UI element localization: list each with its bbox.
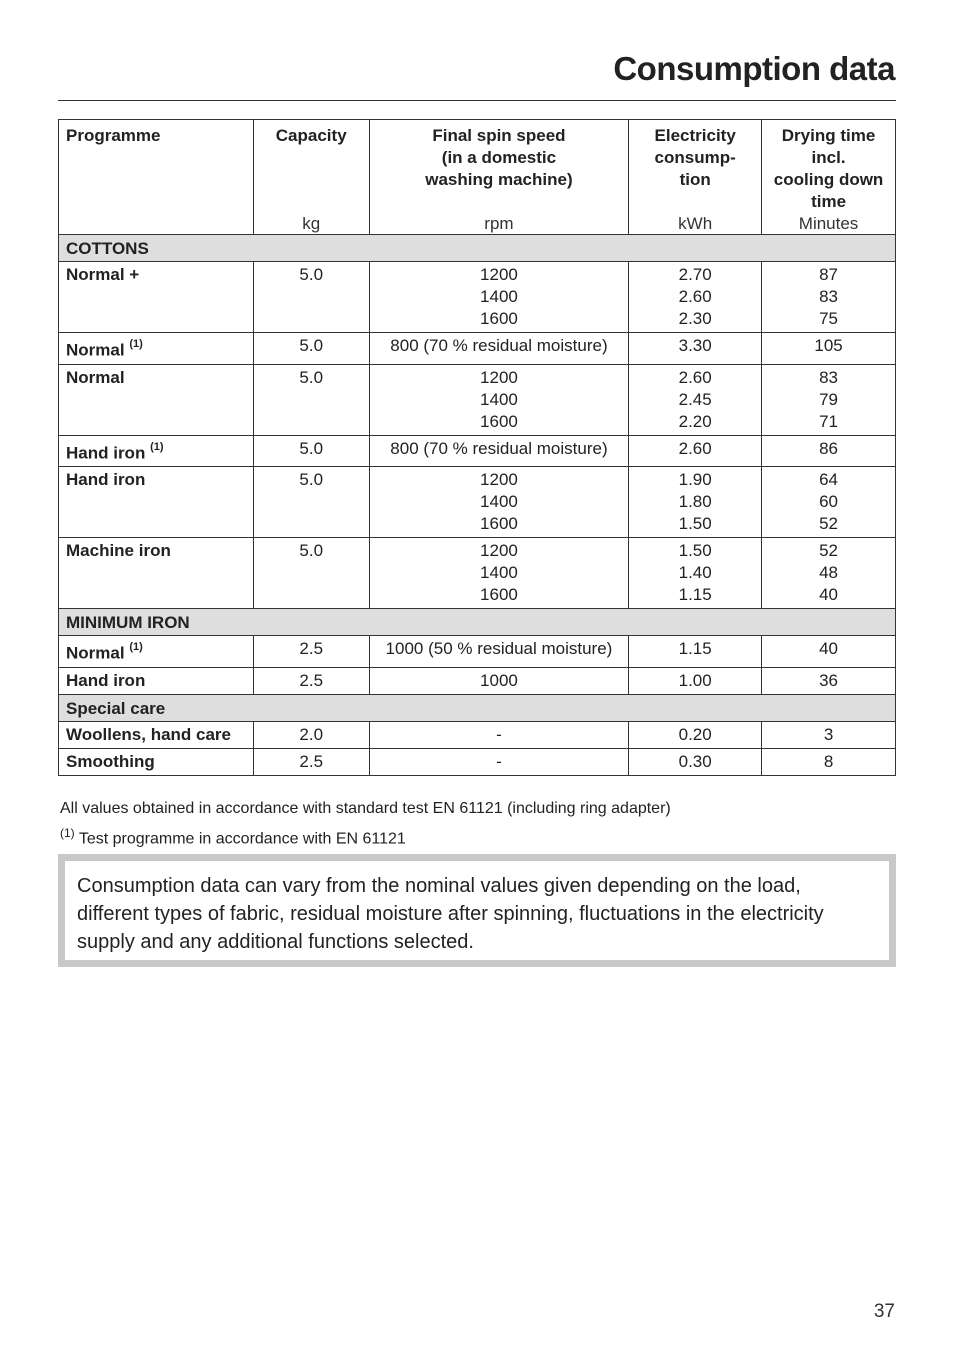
cell-line: 1000 (50 % residual moisture) [385,639,613,659]
cell-line: 3.30 [678,336,712,355]
cell-line: - [496,751,502,771]
programme-name: Normal [66,340,125,360]
cell-line: 800 (70 % residual moisture) [390,438,608,458]
cell-line: 1.40 [678,563,712,583]
cell-line: 87 [819,265,839,284]
programme-cell [59,435,254,467]
cell-line: 1000 [480,670,518,690]
drying-time-cell [762,333,896,365]
electricity-cell [629,538,762,609]
capacity-cell: 5.0 [253,262,369,333]
table-row [59,467,896,538]
drying-time-cell [762,636,896,668]
programme-cell [59,667,254,694]
section-row [59,609,896,636]
electricity-cell [629,636,762,668]
cell-line: 3 [823,724,834,744]
programme-cell [59,721,254,748]
cell-line: 105 [814,336,843,355]
consumption-table [58,119,896,776]
header-capacity [253,120,369,215]
electricity-cell [629,721,762,748]
cell-line: 40 [819,585,839,605]
programme-cell [59,748,254,775]
cell-line: cooling down [773,170,884,189]
cell-line: 75 [819,309,839,328]
cell-line: 2.60 [678,287,712,306]
unit-spin: rpm [369,214,629,235]
footnote-mark: (1) [60,826,75,840]
title-divider [58,100,896,101]
table-units-row [59,214,896,235]
programme-cell [59,364,254,435]
programme-cell [59,636,254,668]
section-title: MINIMUM IRON [59,609,896,636]
cell-line: Electricity [654,126,736,145]
spin-speed-cell [369,667,629,694]
cell-line: 40 [819,639,839,659]
cell-line: 1200 [480,470,518,490]
cell-line: 1.50 [678,541,712,561]
notes-standard-line: All values obtained in accordance with standard test EN 61121 (including ring adapter) [60,800,671,817]
programme-name: Woollens, hand care [66,724,232,744]
programme-name: Normal [66,367,125,387]
capacity-cell: 5.0 [253,538,369,609]
cell-line: 64 [819,470,839,490]
drying-time-cell [762,435,896,467]
electricity-cell [629,667,762,694]
table-row [59,435,896,467]
programme-cell [59,262,254,333]
cell-line: 1.90 [678,470,712,490]
cell-line: 1400 [480,563,518,583]
info-box-text: Consumption data can vary from the nominal values given depending on the load, different types of fabric, residual moisture after spinning, fluctuations in the electricity supply and any additional functions selected. [65,861,889,960]
footnote-mark: (1) [129,338,143,350]
drying-time-cell [762,538,896,609]
cell-line: 800 (70 % residual moisture) [390,336,608,355]
capacity-cell: 2.5 [253,636,369,668]
cell-line: tion [679,170,711,189]
cell-line: 0.20 [678,724,712,744]
capacity-cell: 2.5 [253,748,369,775]
consumption-table-body [59,120,896,776]
cell-line: 2.70 [678,265,712,284]
cell-line: 8 [823,751,834,771]
capacity-cell: 2.5 [253,667,369,694]
cell-line: 48 [819,563,839,583]
table-row [59,538,896,609]
drying-time-cell [762,721,896,748]
cell-line: 1200 [480,541,518,561]
drying-time-cell [762,667,896,694]
programme-cell [59,467,254,538]
unit-electricity: kWh [629,214,762,235]
drying-time-cell [762,467,896,538]
table-row [59,333,896,365]
table-row [59,721,896,748]
header-drying-time [762,120,896,215]
cell-line: 52 [819,541,839,561]
cell-line: time [811,192,847,211]
spin-speed-cell [369,333,629,365]
header-electricity [629,120,762,215]
cell-line: 1400 [480,492,518,512]
programme-cell [59,538,254,609]
cell-line: 1.50 [678,514,712,534]
capacity-cell: 2.0 [253,721,369,748]
header-programme: Programme [59,120,254,215]
electricity-cell [629,364,762,435]
programme-name: Hand iron [66,443,146,463]
cell-line: 1400 [480,389,518,409]
cell-line: 71 [819,411,839,431]
cell-line: 1200 [480,265,518,284]
section-row [59,694,896,721]
section-title: Special care [59,694,896,721]
cell-line: 1.15 [678,639,712,659]
cell-line: 1.00 [678,670,712,690]
section-row [59,235,896,262]
cell-line: 83 [819,287,839,306]
cell-line: 1.80 [678,492,712,512]
programme-name: Machine iron [66,541,171,561]
table-row [59,636,896,668]
spin-speed-cell [369,467,629,538]
programme-name: Smoothing [66,751,155,771]
section-title: COTTONS [59,235,896,262]
page-title: Consumption data [613,50,895,87]
spin-speed-cell [369,748,629,775]
cell-line: 2.60 [678,438,712,458]
cell-line: - [496,724,502,744]
cell-line: 1200 [480,367,518,387]
cell-line: Final spin speed [432,126,566,145]
cell-line: 0.30 [678,751,712,771]
spin-speed-cell [369,262,629,333]
unit-drying: Minutes [762,214,896,235]
spin-speed-cell [369,538,629,609]
cell-line: consump- [654,148,736,167]
electricity-cell [629,748,762,775]
cell-line: Drying time [781,126,876,145]
spin-speed-cell [369,435,629,467]
table-row [59,667,896,694]
cell-line: 2.60 [678,367,712,387]
header-spin-speed [369,120,629,215]
cell-line: 60 [819,492,839,512]
cell-line: 1.15 [678,585,712,605]
cell-line: 83 [819,367,839,387]
unit-programme [59,214,254,235]
electricity-cell [629,262,762,333]
electricity-cell [629,333,762,365]
table-row [59,262,896,333]
table-header-row [59,120,896,215]
spin-speed-cell [369,636,629,668]
footnote-mark: (1) [150,440,164,453]
capacity-cell: 5.0 [253,435,369,467]
capacity-cell: 5.0 [253,333,369,365]
drying-time-cell [762,364,896,435]
cell-line: 2.20 [678,411,712,431]
notes-footnote-line [60,821,671,851]
footnote-mark: (1) [129,641,143,654]
cell-line: 52 [819,514,839,534]
unit-capacity: kg [253,214,369,235]
programme-name: Hand iron [66,470,146,490]
cell-line: 79 [819,389,839,409]
cell-line: 1600 [480,309,518,328]
drying-time-cell [762,262,896,333]
cell-line: 2.30 [678,309,712,328]
capacity-cell: 5.0 [253,467,369,538]
electricity-cell [629,467,762,538]
cell-line: 36 [819,670,839,690]
drying-time-cell [762,748,896,775]
page-number: 37 [873,1301,895,1322]
programme-cell [59,333,254,365]
cell-line: (in a domestic [441,148,557,167]
spin-speed-cell [369,364,629,435]
cell-line: 1600 [480,585,518,605]
capacity-cell: 5.0 [253,364,369,435]
cell-line: 86 [819,438,839,458]
footnote-text: Test programme in accordance with EN 61121 [74,830,406,848]
cell-line: Capacity [275,126,347,145]
info-box [58,854,896,967]
programme-name: Normal + [66,265,140,284]
spin-speed-cell [369,721,629,748]
cell-line: 1600 [480,514,518,534]
cell-line: incl. [811,148,846,167]
table-notes [60,797,671,851]
table-row [59,748,896,775]
cell-line: 1600 [480,411,518,431]
table-row [59,364,896,435]
cell-line: washing machine) [425,170,573,189]
cell-line: 1400 [480,287,518,306]
programme-name: Hand iron [66,670,146,690]
cell-line: 2.45 [678,389,712,409]
programme-name: Normal [66,643,125,663]
electricity-cell [629,435,762,467]
